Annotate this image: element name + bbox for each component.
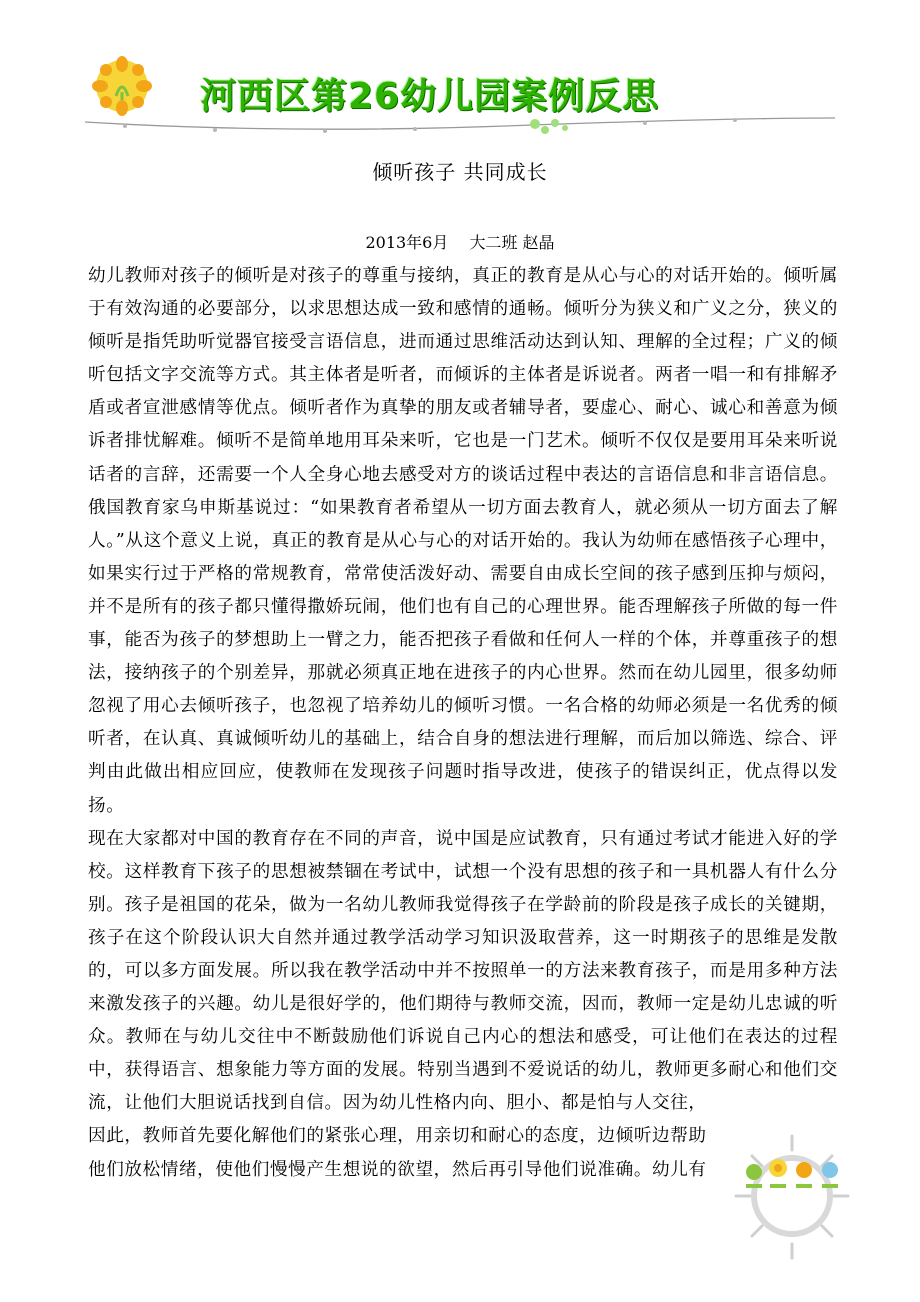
body-paragraph: 幼儿教师对孩子的倾听是对孩子的尊重与接纳，真正的教育是从心与心的对话开始的。倾听属于有效沟通的必要部分，以求思想达成一致和感情的通畅。倾听分为狭义和广义之分，狭义的倾听是指凭助听觉器官接受言语信息，进而通过思维活动达到认知、理解的全过程；广义的倾听包括文字交流等方式。其主体者是听者，而倾诉的主体者是诉说者。两者一唱一和有排解矛盾或者宣泄感情等优点。倾听者作为真挚的朋友或者辅导者，要虚心、耐心、诚心和善意为倾诉者排忧解难。倾听不是简单地用耳朵来听，它也是一门艺术。倾听不仅仅是要用耳朵来听说话者的言辞，还需要一个人全身心地去感受对方的谈话过程中表达的言语信息和非言语信息。俄国教育家乌申斯基说过：“如果教育者希望从一切方面去教育人，就必须从一切方面去了解人。”从这个意义上说，真正的教育是从心与心的对话开始的。我认为幼师在感悟孩子心理中，如果实行过于严格的常规教育，常常使活泼好动、需要自由成长空间的孩子感到压抑与烦闷，并不是所有的孩子都只懂得撒娇玩闹，他们也有自己的心理世界。能否理解孩子所做的每一件事，能否为孩子的梦想助上一臂之力，能否把孩子看做和任何人一样的个体，并尊重孩子的想法，接纳孩子的个别差异，那就必须真正地在进孩子的内心世界。然而在幼儿园里，很多幼师忽视了用心去倾听孩子，也忽视了培养幼儿的倾听习惯。一名合格的幼师必须是一名优秀的倾听者，在认真、真诚倾听幼儿的基础上，结合自身的想法进行理解，而后加以筛选、综合、评判由此做出相应回应，使教师在发现孩子问题时指导改进，使孩子的错误纠正，优点得以发扬。 [88, 266, 838, 816]
body-paragraph: 现在大家都对中国的教育存在不同的声音，说中国是应试教育，只有通过考试才能进入好的学校。这样教育下孩子的思想被禁锢在考试中，试想一个没有思想的孩子和一具机器人有什么分别。孩子是祖国的花朵，做为一名幼儿教师我觉得孩子在学龄前的阶段是孩子成长的关键期，孩子在这个阶段认识大自然并通过教学活动学习知识汲取营养，这一时期孩子的思维是发散的，可以多方面发展。所以我在教学活动中并不按照单一的方法来教育孩子，而是用多种方法来激发孩子的兴趣。幼儿是很好学的，他们期待与教师交流，因而，教师一定是幼儿忠诚的听众。教师在与幼儿交往中不断鼓励他们诉说自己内心的想法和感受，可让他们在表达的过程中，获得语言、想象能力等方面的发展。特别当遇到不爱说话的幼儿，教师更多耐心和他们交流，让他们大胆说话找到自信。因为幼儿性格内向、胆小、都是怕与人交往， [88, 828, 838, 1114]
body-paragraph: 因此，教师首先要化解他们的紧张心理，用亲切和耐心的态度，边倾听边帮助他们放松情绪，使他们慢慢产生想说的欲望，然后再引导他们说准确。幼儿有 [88, 1126, 707, 1180]
header-title: 河西区第26幼儿园案例反思 [200, 76, 660, 117]
document-body [88, 260, 838, 1187]
document-title: 倾听孩子 共同成长 [372, 160, 548, 184]
decorative-branch-line [85, 114, 835, 138]
sun-emblem-icon [732, 1132, 852, 1262]
flower-logo-icon [92, 56, 152, 116]
document-byline: 2013年6月 大二班 赵晶 [365, 233, 555, 252]
page-header [0, 0, 920, 140]
